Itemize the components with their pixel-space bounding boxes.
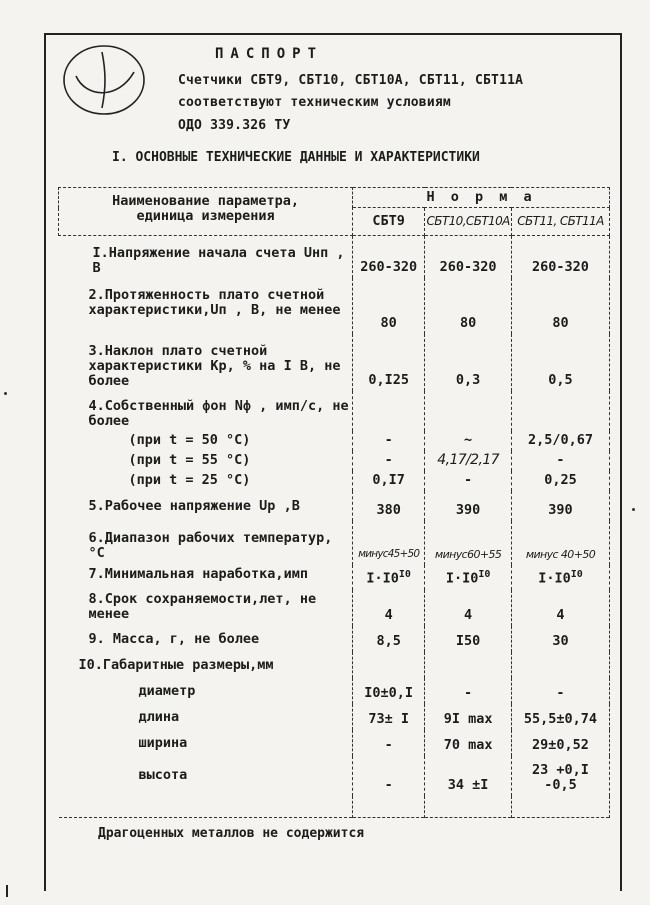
value-sbt11: 0,5 [511, 334, 609, 391]
value-sbt11: 55,5±0,74 [511, 704, 609, 730]
table-row [59, 626, 610, 652]
table-row [59, 491, 610, 521]
value-sbt10: - [425, 678, 512, 704]
value-sbt10: 0,3 [425, 334, 512, 391]
value-sbt11: 23 +0,I -0,5 [511, 756, 609, 796]
value-sbt10 [425, 391, 512, 431]
table-header-row [59, 188, 610, 208]
value-sbt9: I0±0,I [353, 678, 425, 704]
value-sbt11 [511, 565, 609, 590]
param-label: (при t = 50 °С) [128, 432, 251, 448]
value-sbt9: - [353, 431, 425, 451]
value-sbt11: 29±0,52 [511, 730, 609, 756]
param-label: 2.Протяженность плато счетной характеристики,Uп , В, не менее [88, 287, 341, 318]
param-label: диаметр [138, 682, 196, 699]
table-row [59, 678, 610, 704]
value-sbt11: - [511, 678, 609, 704]
value-sbt11 [511, 391, 609, 431]
param-label: 7.Минимальная наработка,имп [88, 566, 308, 582]
param-label: длина [138, 708, 180, 725]
table-row [59, 756, 610, 796]
footer-note: Драгоценных металлов не содержится [98, 826, 365, 841]
param-label: ширина [138, 734, 188, 751]
document-title: ПАСПОРТ [215, 46, 324, 62]
value-sbt9 [353, 565, 425, 590]
table-bottom-spacer [59, 796, 610, 818]
table-row [59, 236, 610, 279]
value-sbt10: 4,17/2,17 [425, 451, 512, 471]
value-exponent: I0 [398, 569, 411, 580]
param-label: I0.Габаритные размеры,мм [78, 656, 274, 673]
table-body [59, 236, 610, 820]
table-row [59, 704, 610, 730]
value-sbt11: 0,25 [511, 471, 609, 491]
param-label: 5.Рабочее напряжение Uр ,В [88, 498, 300, 514]
table-bottom-border [59, 818, 610, 820]
value-sbt10: 260-320 [425, 236, 512, 279]
bottom-rule [59, 818, 610, 820]
subheader-sbt9: СБТ9 [353, 208, 425, 236]
subheader-sbt10: СБТ10,СБТ10А [425, 208, 512, 236]
header-line-2: соответствуют техническим условиям [178, 95, 451, 110]
spacer-cell [353, 796, 425, 818]
value-sbt10: - [425, 471, 512, 491]
value-sbt11: минус 40+50 [511, 521, 609, 565]
value-sbt9 [353, 652, 425, 678]
value-sbt9: 380 [353, 491, 425, 521]
value-sbt9 [353, 391, 425, 431]
value-sbt11: 30 [511, 626, 609, 652]
spacer-cell [425, 796, 512, 818]
value-sbt11: 390 [511, 491, 609, 521]
table-row [59, 521, 610, 565]
value-sbt10 [425, 565, 512, 590]
column-header-norm: Н о р м а [353, 188, 610, 208]
value-sbt9: 8,5 [353, 626, 425, 652]
table-row [59, 451, 610, 471]
header-line-3: ОДО 339.326 ТУ [178, 118, 291, 133]
value-sbt9: - [353, 730, 425, 756]
value-sbt11: 80 [511, 278, 609, 334]
value-sbt10: 70 max [425, 730, 512, 756]
table-row [59, 471, 610, 491]
param-label: 8.Срок сохраняемости,лет, не менее [88, 590, 317, 622]
value-sbt11: 2,5/0,67 [511, 431, 609, 451]
value-sbt10: 390 [425, 491, 512, 521]
value-mantissa: I·I0 [538, 570, 571, 587]
value-exponent: I0 [570, 569, 583, 580]
param-label: 9. Масса, г, не более [88, 630, 260, 647]
param-label: (при t = 55 °С) [128, 452, 251, 468]
value-sbt9: 80 [353, 278, 425, 334]
value-sbt10: 4 [425, 590, 512, 626]
param-label: (при t = 25 °С) [128, 472, 251, 488]
value-exponent: I0 [478, 569, 491, 580]
table-row [59, 565, 610, 590]
value-sbt11 [511, 652, 609, 678]
table-row [59, 278, 610, 334]
value-sbt10: ~ [425, 431, 512, 451]
scan-mark [6, 885, 8, 897]
value-sbt11: - [511, 451, 609, 471]
value-sbt10: 80 [425, 278, 512, 334]
subheader-sbt11: СБТ11, СБТ11А [511, 208, 609, 236]
header-line-1: Счетчики СБТ9, СБТ10, СБТ10А, СБТ11, СБТ11А [178, 73, 524, 88]
table-row [59, 334, 610, 391]
table-row [59, 590, 610, 626]
value-sbt11: 260-320 [511, 236, 609, 279]
value-mantissa: I·I0 [366, 570, 399, 587]
logo-emblem [62, 42, 150, 120]
scan-dot [632, 508, 635, 511]
spacer-cell [59, 796, 353, 818]
value-sbt9: - [353, 756, 425, 796]
column-header-parameter: Наименование параметра, единица измерения [59, 188, 353, 236]
section-title: I. ОСНОВНЫЕ ТЕХНИЧЕСКИЕ ДАННЫЕ И ХАРАКТЕРИСТИКИ [112, 150, 480, 165]
param-label: 3.Наклон плато счетной характеристики Кр, % на I В, не более [88, 343, 341, 389]
table-row [59, 730, 610, 756]
specifications-table [58, 187, 610, 819]
param-label: 4.Собственный фон Nф , имп/с, не более [88, 398, 349, 429]
value-sbt9: 73± I [353, 704, 425, 730]
value-sbt9: 260-320 [353, 236, 425, 279]
value-sbt11: 4 [511, 590, 609, 626]
value-mantissa: I·I0 [445, 570, 479, 587]
spacer-cell [511, 796, 609, 818]
value-sbt9: - [353, 451, 425, 471]
param-label: I.Напряжение начала счета Uнп , В [92, 245, 345, 276]
value-sbt9: минус45+50 [353, 521, 425, 565]
value-sbt10: 34 ±I [425, 756, 512, 796]
value-sbt10: 9I max [425, 704, 512, 730]
table-row [59, 431, 610, 451]
value-sbt10: I50 [425, 626, 512, 652]
scan-dot [4, 392, 7, 395]
param-label: 6.Диапазон рабочих температур, °С [88, 530, 333, 561]
param-label: высота [138, 766, 188, 783]
value-sbt9: 4 [353, 590, 425, 626]
table-row [59, 652, 610, 678]
table-row [59, 391, 610, 431]
value-sbt9: 0,I7 [353, 471, 425, 491]
value-sbt10 [425, 652, 512, 678]
value-sbt10: минус60+55 [425, 521, 512, 565]
value-sbt9: 0,I25 [353, 334, 425, 391]
